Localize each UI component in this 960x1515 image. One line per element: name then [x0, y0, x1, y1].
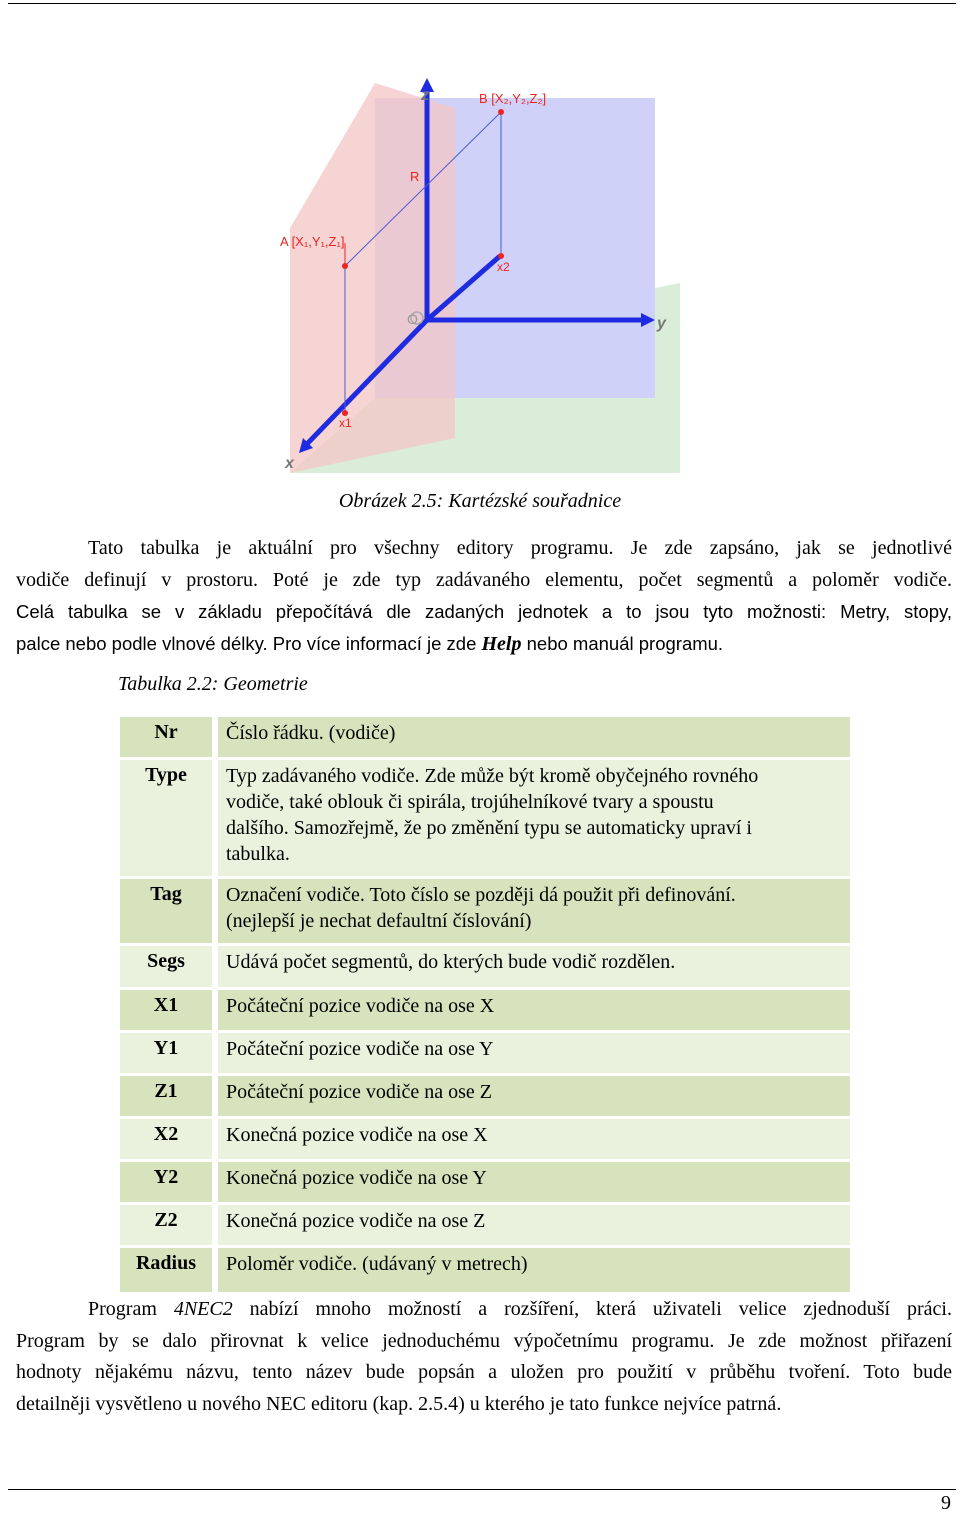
- table-value-line: Udává počet segmentů, do kterých bude vodič rozdělen.: [226, 951, 676, 973]
- table-value-cell: [218, 879, 850, 943]
- text-run: Program: [88, 1298, 174, 1320]
- table-row: [120, 990, 850, 1030]
- table-value-cell: [218, 990, 850, 1030]
- table-value-cell: [218, 1248, 850, 1292]
- label-y: y: [657, 315, 666, 332]
- paragraph-1: [16, 533, 952, 660]
- table-value-cell: [218, 717, 850, 757]
- cartesian-diagram: [275, 78, 690, 476]
- paragraph-line: vodiče definují v prostoru. Poté je zde typ zadávaného elementu, počet segmentů a poloměr vodiče.: [16, 568, 952, 591]
- table-key-cell: Z1: [120, 1076, 212, 1116]
- table-value-line: Poloměr vodiče. (udávaný v metrech): [226, 1253, 528, 1275]
- table-value-line: Počáteční pozice vodiče na ose Z: [226, 1081, 492, 1103]
- label-x: x: [285, 455, 294, 472]
- table-value-line: Počáteční pozice vodiče na ose X: [226, 995, 495, 1017]
- table-value-line: Konečná pozice vodiče na ose X: [226, 1124, 488, 1146]
- table-key-cell: X1: [120, 990, 212, 1030]
- header-rule: [8, 3, 956, 4]
- table-row: [120, 946, 850, 987]
- text-run: nabízí mnoho možností a rozšíření, která uživateli velice zjednoduší práci.: [232, 1298, 952, 1320]
- table-key-cell: Type: [120, 760, 212, 876]
- point-x2: [498, 253, 504, 259]
- table-key-cell: Nr: [120, 717, 212, 757]
- table-value-line: Počáteční pozice vodiče na ose Y: [226, 1038, 494, 1060]
- label-b: B [X₂,Y₂,Z₂]: [479, 91, 547, 106]
- table-key-cell: Radius: [120, 1248, 212, 1292]
- paragraph-3: [16, 1294, 952, 1420]
- table-value-line: Konečná pozice vodiče na ose Y: [226, 1167, 487, 1189]
- table-row: [120, 1033, 850, 1073]
- table-value-cell: [218, 1033, 850, 1073]
- table-key-cell: X2: [120, 1119, 212, 1159]
- label-r: R: [410, 169, 420, 184]
- table-key-cell: Tag: [120, 879, 212, 943]
- table-row: [120, 1162, 850, 1202]
- table-value-cell: [218, 946, 850, 987]
- table-row: [120, 1076, 850, 1116]
- table-value-line: tabulka.: [226, 843, 290, 865]
- table-row: [120, 1119, 850, 1159]
- table-value-line: Číslo řádku. (vodiče): [226, 722, 396, 744]
- paragraph-line: hodnoty nějakému názvu, tento název bude popsán a uložen pro použití v průběhu tvoření. Toto bude: [16, 1361, 952, 1383]
- table-key-cell: Y2: [120, 1162, 212, 1202]
- table-key-cell: Z2: [120, 1205, 212, 1245]
- table-value-cell: [218, 1119, 850, 1159]
- paragraph-line: [16, 1294, 952, 1326]
- label-origin: O: [407, 311, 418, 327]
- label-x2: x2: [497, 260, 510, 274]
- help-emphasis: Help: [481, 632, 522, 655]
- paragraph-line: Program by se dalo přirovnat k velice jednoduchému výpočetnímu programu. Je zde možnost přiřazení: [16, 1329, 952, 1352]
- program-name: 4NEC2: [173, 1298, 233, 1320]
- table-value-cell: [218, 1076, 850, 1116]
- footer-rule: [8, 1489, 956, 1490]
- page-number: 9: [941, 1492, 951, 1514]
- label-a: A [X₁,Y₁,Z₁]: [280, 234, 345, 249]
- table-value-cell: [218, 1162, 850, 1202]
- table-key-cell: Y1: [120, 1033, 212, 1073]
- table-caption: Tabulka 2.2: Geometrie: [118, 673, 308, 695]
- paragraph-line: [16, 628, 952, 661]
- plane-xz: [290, 83, 455, 473]
- paragraph-line: detailněji vysvětleno u nového NEC editoru (kap. 2.5.4) u kterého je tato funkce nejvíce patrná.: [16, 1392, 782, 1415]
- label-x1: x1: [339, 416, 352, 430]
- figure-caption: Obrázek 2.5: Kartézské souřadnice: [338, 490, 622, 512]
- table-value-cell: [218, 760, 850, 876]
- text-run: nebo manuál programu.: [521, 632, 724, 654]
- table-row: [120, 879, 850, 943]
- point-b: [498, 109, 504, 115]
- table-value-line: Konečná pozice vodiče na ose Z: [226, 1210, 486, 1232]
- paragraph-line: Tato tabulka je aktuální pro všechny editory programu. Je zde zapsáno, jak se jednotlivé: [88, 537, 952, 559]
- text-run: palce nebo podle vlnové délky. Pro více informací je zde: [16, 632, 482, 654]
- table-row: [120, 760, 850, 876]
- table-row: [120, 1248, 850, 1292]
- table-value-line: vodiče, také oblouk či spirála, trojúhelníkové tvary a spoustu: [226, 791, 714, 813]
- table-value-line: Označení vodiče. Toto číslo se později dá použit při definování.: [226, 884, 736, 906]
- cartesian-figure: [275, 78, 690, 476]
- table-value-line: Typ zadávaného vodiče. Zde může být kromě obyčejného rovného: [226, 765, 759, 787]
- table-value-cell: [218, 1205, 850, 1245]
- point-a: [342, 263, 348, 269]
- geometry-table: [120, 717, 850, 1292]
- table-key-cell: Segs: [120, 946, 212, 987]
- table-row: [120, 1205, 850, 1245]
- label-z: z: [421, 87, 429, 104]
- paragraph-line: Celá tabulka se v základu přepočítává dle zadaných jednotek a to jsou tyto možnosti: Metry, stopy,: [16, 601, 952, 622]
- table-row: [120, 717, 850, 757]
- table-value-line: dalšího. Samozřejmě, že po změnění typu se automaticky upraví i: [226, 817, 752, 839]
- table-value-line: (nejlepší je nechat defaultní číslování): [226, 910, 532, 932]
